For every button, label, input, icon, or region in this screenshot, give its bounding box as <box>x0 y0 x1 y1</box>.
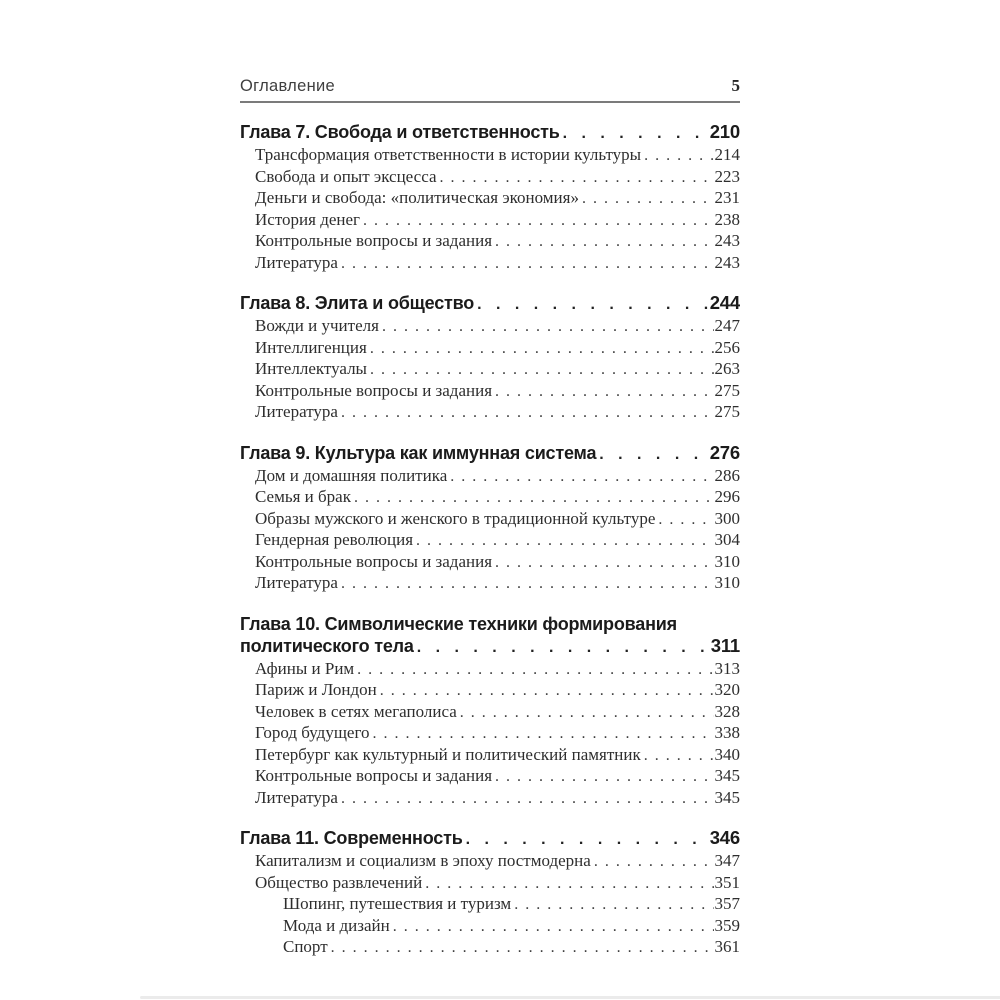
toc-entry-page: 223 <box>714 166 740 186</box>
toc-entry <box>240 680 740 702</box>
dot-leader <box>644 745 714 767</box>
toc-entry <box>240 509 740 531</box>
toc-entry-label: Контрольные вопросы и задания <box>255 551 493 571</box>
toc-entry-page: 328 <box>714 701 740 721</box>
toc-subentry <box>240 916 740 938</box>
dot-leader <box>477 292 709 316</box>
dot-leader <box>495 766 713 788</box>
chapter-title: Глава 9. Культура как иммунная система <box>240 442 597 463</box>
dot-leader <box>416 530 713 552</box>
dot-leader <box>563 121 709 145</box>
toc-entry <box>240 253 740 275</box>
toc-entry <box>240 402 740 424</box>
dot-leader <box>599 442 708 466</box>
toc-entry <box>240 145 740 167</box>
toc-entry <box>240 851 740 873</box>
toc-section-chapter-8 <box>240 292 740 424</box>
chapter-page-number: 346 <box>709 827 740 848</box>
toc-entry-page: 310 <box>714 573 740 592</box>
toc-entry-page: 300 <box>714 508 740 528</box>
toc-entry <box>240 573 740 595</box>
dot-leader <box>331 937 714 959</box>
chapter-title: Глава 11. Современность <box>240 828 463 848</box>
toc-entry-label: Интеллектуалы <box>255 359 367 378</box>
dot-leader <box>341 788 714 810</box>
toc-subentry <box>240 894 740 916</box>
chapter-title-row <box>240 827 740 851</box>
toc-entry-page: 296 <box>714 487 740 506</box>
toc-entry-label: Трансформация ответственности в истории культуры <box>255 145 642 164</box>
chapter-page-number: 210 <box>709 121 740 142</box>
toc-entry-label: Общество развлечений <box>255 872 423 892</box>
toc-entry-page: 304 <box>714 530 740 549</box>
running-head-page-number: 5 <box>731 76 740 95</box>
dot-leader <box>370 359 714 381</box>
chapter-page-number: 276 <box>709 441 740 463</box>
dot-leader <box>466 827 709 851</box>
toc-entry-label: История денег <box>255 209 361 229</box>
chapter-page-number: 311 <box>710 634 740 656</box>
toc-entry <box>240 359 740 381</box>
toc-entry-page: 256 <box>714 337 740 357</box>
toc-entry-label: Капитализм и социализм в эпоху постмодерна <box>255 851 591 870</box>
chapter-title-row-line-2 <box>240 635 740 659</box>
toc-entry-page: 338 <box>714 723 740 742</box>
dot-leader <box>495 381 713 403</box>
toc-subentry <box>240 937 740 959</box>
toc-entry-label: Литература <box>255 402 338 421</box>
chapter-title-row <box>240 442 740 466</box>
toc-entry-page: 361 <box>714 937 740 956</box>
dot-leader <box>425 873 713 895</box>
chapter-title-row-line-1 <box>240 613 740 635</box>
dot-leader <box>380 680 714 702</box>
toc-entry-label: Контрольные вопросы и задания <box>255 766 493 785</box>
dot-leader <box>341 253 714 275</box>
chapter-title-line-1: Глава 10. Символические техники формирования <box>240 613 677 634</box>
toc-entry <box>240 766 740 788</box>
chapter-title-row <box>240 121 740 145</box>
toc-entry-page: 347 <box>714 851 740 870</box>
toc-entry-label: Париж и Лондон <box>255 680 377 699</box>
toc-entry-label: Литература <box>255 252 338 272</box>
toc-section-chapter-7 <box>240 121 740 274</box>
toc-entry-page: 243 <box>714 252 740 272</box>
toc-entry-label: Вожди и учителя <box>255 316 379 335</box>
toc-entry <box>240 381 740 403</box>
toc-entry-page: 231 <box>714 188 740 207</box>
toc-entry-label: Семья и брак <box>255 487 351 506</box>
toc-entry <box>240 788 740 810</box>
toc-entry-label: Петербург как культурный и политический памятник <box>255 744 641 764</box>
toc-entry <box>240 552 740 574</box>
running-head-title: Оглавление <box>240 77 335 95</box>
dot-leader <box>363 210 713 232</box>
chapter-title: Глава 7. Свобода и ответственность <box>240 122 560 142</box>
toc-entry-label: Гендерная революция <box>255 530 414 549</box>
toc-entry-page: 351 <box>714 872 740 892</box>
toc-entry <box>240 210 740 232</box>
toc-entry-page: 320 <box>714 680 740 699</box>
toc-entry-page: 243 <box>714 231 740 250</box>
toc-entry-label: Контрольные вопросы и задания <box>255 231 493 250</box>
chapter-title-line-2: политического тела <box>240 635 414 656</box>
dot-leader <box>450 466 713 488</box>
toc-entry-label: Интеллигенция <box>255 337 367 357</box>
chapter-title-row <box>240 292 740 316</box>
toc-entry-page: 263 <box>714 359 740 378</box>
dot-leader <box>460 702 714 724</box>
toc-entry-label: Дом и домашняя политика <box>255 465 448 485</box>
dot-leader <box>341 573 714 595</box>
toc-entry <box>240 487 740 509</box>
toc-entry-page: 310 <box>714 551 740 571</box>
dot-leader <box>357 659 713 681</box>
dot-leader <box>354 487 714 509</box>
toc-entry <box>240 167 740 189</box>
chapter-page-number: 244 <box>709 292 740 313</box>
toc-entry-label: Шопинг, путешествия и туризм <box>283 894 512 913</box>
toc-entry-page: 275 <box>714 402 740 421</box>
toc-entry-page: 214 <box>714 145 740 164</box>
toc-entry-page: 345 <box>714 787 740 807</box>
toc-entry-label: Человек в сетях мегаполиса <box>255 701 457 721</box>
toc-entry-label: Литература <box>255 787 338 807</box>
dot-leader <box>373 723 714 745</box>
toc-entry-label: Свобода и опыт эксцесса <box>255 166 437 186</box>
toc-entry <box>240 723 740 745</box>
toc-entry-label: Афины и Рим <box>255 658 355 678</box>
running-head <box>240 76 740 103</box>
toc-section-chapter-10 <box>240 613 740 810</box>
toc-entry-page: 275 <box>714 380 740 400</box>
chapter-title: Глава 8. Элита и общество <box>240 293 475 313</box>
toc-entry-page: 340 <box>714 744 740 764</box>
dot-leader <box>644 145 713 167</box>
dot-leader <box>440 167 714 189</box>
toc-entry-label: Деньги и свобода: «политическая экономия» <box>255 188 579 207</box>
dot-leader <box>370 338 714 360</box>
toc-entry-label: Город будущего <box>255 723 370 742</box>
toc-entry <box>240 188 740 210</box>
toc-entry <box>240 316 740 338</box>
dot-leader <box>582 188 714 210</box>
dot-leader <box>594 851 714 873</box>
dot-leader <box>514 894 713 916</box>
toc-entry-page: 345 <box>714 766 740 785</box>
toc-entry-page: 286 <box>714 465 740 485</box>
toc-entry-label: Мода и дизайн <box>283 915 390 935</box>
dot-leader <box>495 552 713 574</box>
toc-content <box>240 76 740 959</box>
page-bottom-edge <box>140 996 1000 999</box>
toc-section-chapter-11 <box>240 827 740 959</box>
toc-entry-page: 247 <box>714 316 740 335</box>
dot-leader <box>658 509 713 531</box>
toc-entry-page: 357 <box>714 894 740 913</box>
dot-leader <box>495 231 713 253</box>
toc-entry <box>240 466 740 488</box>
toc-entry <box>240 231 740 253</box>
toc-entry-page: 238 <box>714 209 740 229</box>
toc-entry-label: Образы мужского и женского в традиционной культуре <box>255 508 656 528</box>
toc-entry <box>240 659 740 681</box>
dot-leader <box>382 316 714 338</box>
toc-section-chapter-9 <box>240 442 740 595</box>
dot-leader <box>341 402 714 424</box>
dot-leader <box>393 916 714 938</box>
toc-entry-label: Контрольные вопросы и задания <box>255 380 493 400</box>
dot-leader <box>417 635 710 659</box>
toc-entry <box>240 702 740 724</box>
toc-entry <box>240 745 740 767</box>
toc-entry <box>240 338 740 360</box>
toc-entry-label: Литература <box>255 573 338 592</box>
toc-entry <box>240 530 740 552</box>
toc-entry-page: 313 <box>714 658 740 678</box>
toc-entry <box>240 873 740 895</box>
toc-entry-label: Спорт <box>283 937 328 956</box>
toc-entry-page: 359 <box>714 915 740 935</box>
